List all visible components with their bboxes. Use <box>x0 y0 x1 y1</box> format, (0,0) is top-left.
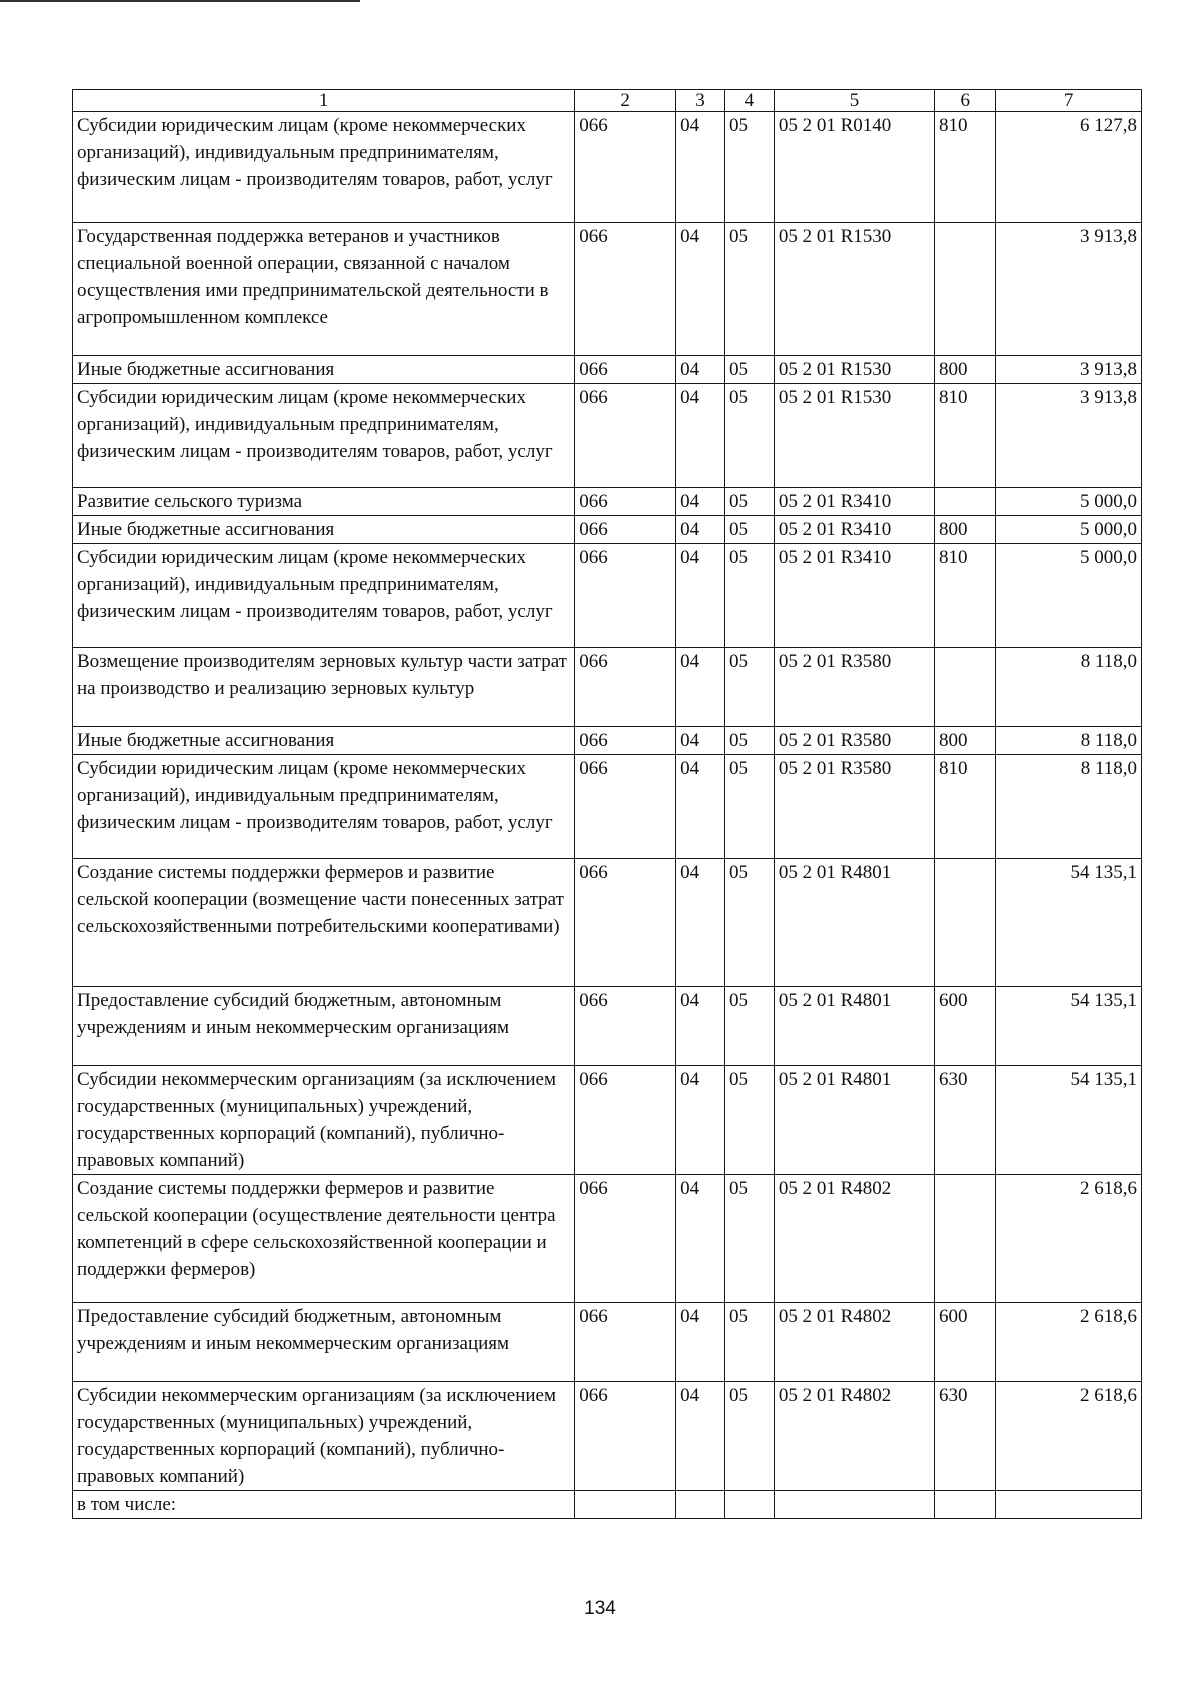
row-code-5-cell: 05 2 01 R4801 <box>774 987 934 1066</box>
row-code-2-cell: 066 <box>575 223 676 356</box>
row-code-4-cell: 05 <box>724 727 774 755</box>
row-code-4-cell: 05 <box>724 1382 774 1491</box>
header-col-6: 6 <box>935 90 996 112</box>
row-name-cell: Субсидии юридическим лицам (кроме некоммерческих организаций), индивидуальным предпринимателям, физическим лицам - производителям товаров, работ, услуг <box>73 112 575 223</box>
row-code-4-cell: 05 <box>724 516 774 544</box>
row-name-cell: Иные бюджетные ассигнования <box>73 516 575 544</box>
row-code-3-cell: 04 <box>676 384 725 488</box>
row-amount-cell: 8 118,0 <box>996 648 1142 727</box>
row-code-5-cell <box>774 1491 934 1519</box>
row-code-3-cell: 04 <box>676 223 725 356</box>
row-code-2-cell: 066 <box>575 112 676 223</box>
row-amount-cell: 5 000,0 <box>996 544 1142 648</box>
row-code-2-cell: 066 <box>575 384 676 488</box>
row-code-5-cell: 05 2 01 R3580 <box>774 727 934 755</box>
row-code-4-cell: 05 <box>724 648 774 727</box>
row-code-3-cell: 04 <box>676 987 725 1066</box>
row-amount-cell: 8 118,0 <box>996 755 1142 859</box>
row-code-5-cell: 05 2 01 R3580 <box>774 755 934 859</box>
row-amount-cell: 6 127,8 <box>996 112 1142 223</box>
row-amount-cell: 2 618,6 <box>996 1303 1142 1382</box>
row-code-3-cell: 04 <box>676 488 725 516</box>
row-code-6-cell: 600 <box>935 1303 996 1382</box>
row-code-2-cell <box>575 1491 676 1519</box>
row-code-5-cell: 05 2 01 R4802 <box>774 1303 934 1382</box>
table-row <box>73 648 1142 727</box>
table-row <box>73 1303 1142 1382</box>
row-amount-cell: 2 618,6 <box>996 1175 1142 1303</box>
row-code-3-cell: 04 <box>676 1303 725 1382</box>
row-code-6-cell <box>935 488 996 516</box>
row-code-2-cell: 066 <box>575 1382 676 1491</box>
row-amount-cell: 54 135,1 <box>996 1066 1142 1175</box>
row-code-3-cell <box>676 1491 725 1519</box>
table-row <box>73 859 1142 987</box>
row-code-4-cell: 05 <box>724 755 774 859</box>
row-amount-cell: 3 913,8 <box>996 223 1142 356</box>
row-code-6-cell: 810 <box>935 384 996 488</box>
table-row <box>73 488 1142 516</box>
row-code-3-cell: 04 <box>676 356 725 384</box>
table-row <box>73 516 1142 544</box>
row-code-3-cell: 04 <box>676 727 725 755</box>
row-code-4-cell: 05 <box>724 1303 774 1382</box>
row-code-3-cell: 04 <box>676 516 725 544</box>
row-code-4-cell: 05 <box>724 488 774 516</box>
row-name-cell: Предоставление субсидий бюджетным, автономным учреждениям и иным некоммерческим организациям <box>73 987 575 1066</box>
row-name-cell: Государственная поддержка ветеранов и участников специальной военной операции, связанной с началом осуществления ими предпринимательской деятельности в агропромышленном комплексе <box>73 223 575 356</box>
row-code-5-cell: 05 2 01 R0140 <box>774 112 934 223</box>
row-code-5-cell: 05 2 01 R3410 <box>774 516 934 544</box>
row-code-3-cell: 04 <box>676 1066 725 1175</box>
row-code-2-cell: 066 <box>575 356 676 384</box>
page-number: 134 <box>584 1598 616 1619</box>
row-code-5-cell: 05 2 01 R4801 <box>774 859 934 987</box>
row-code-5-cell: 05 2 01 R4802 <box>774 1382 934 1491</box>
header-col-7: 7 <box>996 90 1142 112</box>
table-row <box>73 987 1142 1066</box>
row-name-cell: Субсидии некоммерческим организациям (за исключением государственных (муниципальных) учреждений, государственных корпораций (компаний), публично-правовых компаний) <box>73 1382 575 1491</box>
row-code-5-cell: 05 2 01 R4802 <box>774 1175 934 1303</box>
row-code-2-cell: 066 <box>575 1303 676 1382</box>
row-name-cell: Создание системы поддержки фермеров и развитие сельской кооперации (возмещение части понесенных затрат сельскохозяйственными потребительскими кооперативами) <box>73 859 575 987</box>
row-code-3-cell: 04 <box>676 1382 725 1491</box>
row-code-6-cell: 800 <box>935 356 996 384</box>
row-code-6-cell: 800 <box>935 516 996 544</box>
row-name-cell: Субсидии некоммерческим организациям (за исключением государственных (муниципальных) учреждений, государственных корпораций (компаний), публично-правовых компаний) <box>73 1066 575 1175</box>
row-amount-cell: 2 618,6 <box>996 1382 1142 1491</box>
row-code-6-cell: 810 <box>935 112 996 223</box>
row-name-cell: Иные бюджетные ассигнования <box>73 356 575 384</box>
row-name-cell: Иные бюджетные ассигнования <box>73 727 575 755</box>
row-name-cell: Возмещение производителям зерновых культур части затрат на производство и реализацию зерновых культур <box>73 648 575 727</box>
row-code-4-cell: 05 <box>724 223 774 356</box>
row-code-3-cell: 04 <box>676 112 725 223</box>
row-amount-cell: 54 135,1 <box>996 987 1142 1066</box>
table-row <box>73 384 1142 488</box>
row-code-4-cell: 05 <box>724 1175 774 1303</box>
row-code-6-cell: 600 <box>935 987 996 1066</box>
row-code-6-cell <box>935 1175 996 1303</box>
row-code-4-cell: 05 <box>724 544 774 648</box>
table-row <box>73 1175 1142 1303</box>
row-code-5-cell: 05 2 01 R3580 <box>774 648 934 727</box>
row-code-3-cell: 04 <box>676 1175 725 1303</box>
row-code-4-cell: 05 <box>724 859 774 987</box>
table-row <box>73 1066 1142 1175</box>
row-code-2-cell: 066 <box>575 755 676 859</box>
table-header-row <box>73 90 1142 112</box>
header-col-2: 2 <box>575 90 676 112</box>
row-name-cell: Субсидии юридическим лицам (кроме некоммерческих организаций), индивидуальным предпринимателям, физическим лицам - производителям товаров, работ, услуг <box>73 544 575 648</box>
row-code-4-cell: 05 <box>724 112 774 223</box>
row-code-2-cell: 066 <box>575 987 676 1066</box>
row-code-6-cell: 800 <box>935 727 996 755</box>
row-code-2-cell: 066 <box>575 1175 676 1303</box>
row-code-4-cell <box>724 1491 774 1519</box>
row-amount-cell: 5 000,0 <box>996 516 1142 544</box>
header-col-3: 3 <box>676 90 725 112</box>
row-code-2-cell: 066 <box>575 488 676 516</box>
row-code-2-cell: 066 <box>575 1066 676 1175</box>
header-col-1: 1 <box>73 90 575 112</box>
row-code-3-cell: 04 <box>676 648 725 727</box>
scan-top-line <box>0 0 360 2</box>
row-amount-cell <box>996 1491 1142 1519</box>
row-name-cell: Субсидии юридическим лицам (кроме некоммерческих организаций), индивидуальным предпринимателям, физическим лицам - производителям товаров, работ, услуг <box>73 384 575 488</box>
table-row <box>73 223 1142 356</box>
row-code-3-cell: 04 <box>676 755 725 859</box>
row-code-2-cell: 066 <box>575 648 676 727</box>
row-code-5-cell: 05 2 01 R1530 <box>774 356 934 384</box>
row-code-6-cell: 810 <box>935 755 996 859</box>
row-amount-cell: 3 913,8 <box>996 384 1142 488</box>
table-row <box>73 727 1142 755</box>
row-amount-cell: 5 000,0 <box>996 488 1142 516</box>
table-row <box>73 1382 1142 1491</box>
row-code-3-cell: 04 <box>676 859 725 987</box>
row-code-6-cell <box>935 223 996 356</box>
row-code-5-cell: 05 2 01 R1530 <box>774 384 934 488</box>
header-col-4: 4 <box>724 90 774 112</box>
row-code-5-cell: 05 2 01 R4801 <box>774 1066 934 1175</box>
row-code-5-cell: 05 2 01 R1530 <box>774 223 934 356</box>
row-name-cell: в том числе: <box>73 1491 575 1519</box>
row-name-cell: Субсидии юридическим лицам (кроме некоммерческих организаций), индивидуальным предпринимателям, физическим лицам - производителям товаров, работ, услуг <box>73 755 575 859</box>
table-row <box>73 544 1142 648</box>
row-name-cell: Развитие сельского туризма <box>73 488 575 516</box>
row-code-4-cell: 05 <box>724 987 774 1066</box>
row-amount-cell: 54 135,1 <box>996 859 1142 987</box>
row-code-6-cell: 630 <box>935 1382 996 1491</box>
table-row <box>73 356 1142 384</box>
row-code-4-cell: 05 <box>724 384 774 488</box>
row-code-5-cell: 05 2 01 R3410 <box>774 544 934 648</box>
budget-table <box>72 89 1142 1519</box>
row-code-6-cell <box>935 648 996 727</box>
row-code-6-cell: 630 <box>935 1066 996 1175</box>
row-code-6-cell: 810 <box>935 544 996 648</box>
row-code-2-cell: 066 <box>575 544 676 648</box>
row-name-cell: Предоставление субсидий бюджетным, автономным учреждениям и иным некоммерческим организациям <box>73 1303 575 1382</box>
table-row <box>73 1491 1142 1519</box>
row-name-cell: Создание системы поддержки фермеров и развитие сельской кооперации (осуществление деятельности центра компетенций в сфере сельскохозяйственной кооперации и поддержки фермеров) <box>73 1175 575 1303</box>
row-code-6-cell <box>935 859 996 987</box>
row-code-2-cell: 066 <box>575 516 676 544</box>
row-code-5-cell: 05 2 01 R3410 <box>774 488 934 516</box>
row-code-4-cell: 05 <box>724 1066 774 1175</box>
row-amount-cell: 3 913,8 <box>996 356 1142 384</box>
row-code-6-cell <box>935 1491 996 1519</box>
table-row <box>73 112 1142 223</box>
row-code-3-cell: 04 <box>676 544 725 648</box>
row-amount-cell: 8 118,0 <box>996 727 1142 755</box>
row-code-2-cell: 066 <box>575 859 676 987</box>
header-col-5: 5 <box>774 90 934 112</box>
row-code-4-cell: 05 <box>724 356 774 384</box>
row-code-2-cell: 066 <box>575 727 676 755</box>
table-row <box>73 755 1142 859</box>
